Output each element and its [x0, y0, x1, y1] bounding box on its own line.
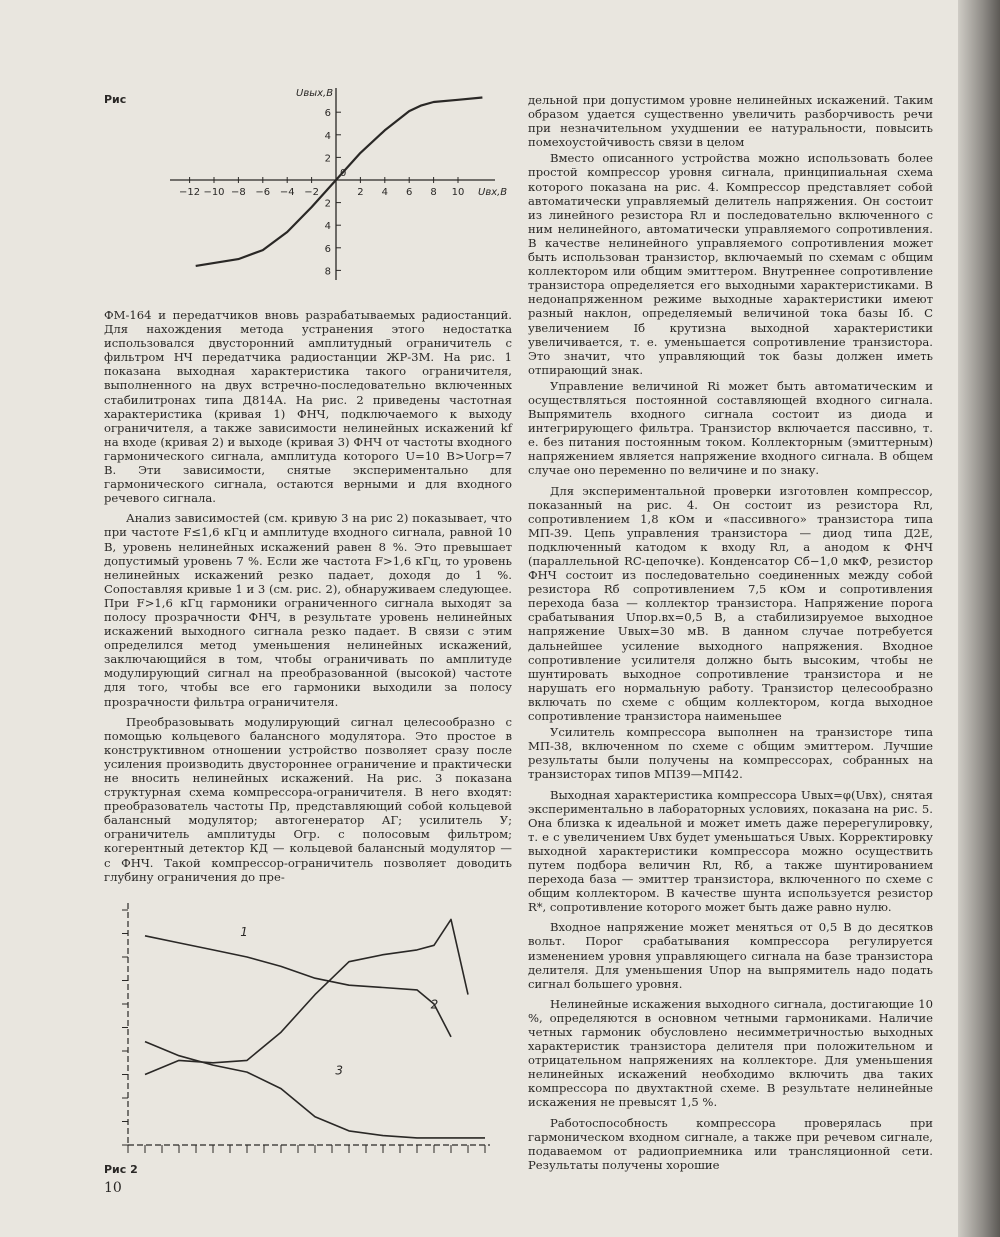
x-tick-label: −2 [304, 187, 319, 198]
y-axis-label: Uвых,В [296, 88, 334, 99]
y-tick-label: 6 [324, 108, 331, 120]
x-tick-label: 2 [357, 187, 364, 198]
x-tick-label: 8 [430, 187, 437, 198]
right-paragraph-8: Нелинейные искажения выходного сигнала, достигающие 10 %, определяются в основном четными гармониками. Наличие четных гармоник обусловлено несимметричностью выходных характеристик транзистора делителя при положительном и отрицательном напряжениях на коллекторе. Для уменьшения нелинейных искажений необходимо включить два таких компрессора по двухтактной схеме. В результате нелинейные искажения не превысят 1,5 %. [528, 996, 933, 1110]
right-column [528, 93, 933, 1174]
curve-2 [145, 919, 468, 1074]
right-paragraph-7: Входное напряжение может меняться от 0,5 В до десятков вольт. Порог срабатывания компрессора регулируется изменением уровня управляющего сигнала на базе транзистора делителя. Для уменьшения Uпор на выпрямитель надо подать сигнал большего уровня. [528, 920, 933, 991]
right-paragraph-1: дельной при допустимом уровне нелинейных искажений. Таким образом удается существенно увеличить разборчивость речи при незначительном ухудшении ее натуральности, повысить помехоустойчивость связи в целом [528, 93, 933, 150]
curve-3 [145, 1042, 485, 1138]
right-paragraph-3: Управление величиной Ri может быть автоматическим и осуществляться постоянной составляющей входного сигнала. Выпрямитель входного сигнала состоит из диода и интегрирующего фильтра. Транзистор включается пассивно, т. е. без питания постоянным током. Коллекторным (эмиттерным) напряжением является напряжение входного сигнала. В общем случае оно переменно по величине и по знаку. [528, 378, 933, 478]
page-number: 10 [104, 1180, 122, 1196]
right-paragraph-2: Вместо описанного устройства можно использовать более простой компрессор уровня сигнала, принципиальная схема которого показана на рис. 4. Компрессор представляет собой автоматически управляемый делитель напряжения. Он состоит из линейного резистора Rл и последовательно включенного с ним нелинейного, автоматически управляемого сопротивления. В качестве нелинейного управляемого сопротивления может быть использован транзистор, включаемый по схемам с общим коллектором или общим эмиттером. Внутреннее сопротивление транзистора определяется его выходными характеристиками. В недонапряженном режиме выходные характеристики имеют разный наклон, определяемый величиной тока базы Iб. С увеличением Iб крутизна выходной характеристики увеличивается, т. е. уменьшается сопротивление транзистора. Это значит, что управляющий ток базы должен иметь отпирающий знак. [528, 151, 933, 377]
x-tick-label: 10 [451, 187, 465, 198]
x-tick-label: 4 [381, 187, 388, 198]
left-column [104, 308, 512, 886]
curve-label-2: 2 [430, 997, 439, 1012]
left-paragraph-3: Преобразовывать модулирующий сигнал целесообразно с помощью кольцевого балансного модулятора. Это простое в конструктивном отношении устройство позволяет сразу после усиления производить двустороннее ограничение и практически не вносить нелинейных искажений. На рис. 3 показана структурная схема компрессора-ограничителя. В него входят: преобразователь частоты Пр, представляющий собой кольцевой балансный модулятор; автогенератор АГ; усилитель У; ограничитель амплитуды Огр. с полосовым фильтром; когерентный детектор КД — кольцевой балансный модулятор — с ФНЧ. Такой компрессор-ограничитель позволяет доводить глубину ограничения до пре- [104, 714, 512, 884]
figure2-chart [100, 895, 500, 1165]
left-paragraph-2: Анализ зависимостей (см. кривую 3 на рис 2) показывает, что при частоте F≤1,6 кГц и амплитуде входного сигнала, равной 10 В, уровень нелинейных искажений равен 8 %. Это превышает допустимый уровень 7 %. Если же частота F>1,6 кГц, то уровень нелинейных искажений резко падает, доходя до 1 %. Сопоставляя кривые 1 и 3 (см. рис. 2), обнаруживаем следующее. При F>1,6 кГц гармоники ограниченного сигнала выходят за полосу прозрачности ФНЧ, в результате уровень нелинейных искажений выходного сигнала резко падает. В связи с этим определился метод уменьшения нелинейных искажений, заключающийся в том, чтобы ограничивать по амплитуде модулирующий сигнал на преобразованной (высокой) частоте для того, чтобы все его гармоники выходили за полосу прозрачности фильтра ограничителя. [104, 511, 512, 709]
origin-label: 0 [340, 168, 347, 179]
x-tick-label: 6 [406, 187, 413, 198]
x-tick-label: −10 [203, 187, 225, 198]
x-axis-label: Uвх,В [478, 187, 508, 198]
x-tick-label: −8 [231, 187, 246, 198]
right-paragraph-4: Для экспериментальной проверки изготовлен компрессор, показанный на рис. 4. Он состоит из резистора Rл, сопротивлением 1,8 кОм и «пассивного» транзистора типа МП-39. Цепь управления транзистора — диод типа Д2Е, подключенный катодом к входу Rл, а анодом к ФНЧ (параллельной RC-цепочке). Конденсатор Сб−1,0 мкФ, резистор ФНЧ состоит из последовательно соединенных между собой резистора Rб сопротивлением 7,5 кОм и сопротивления перехода база — коллектор транзистора. Напряжение порога срабатывания Uпор.вх=0,5 В, а стабилизируемое выходное напряжение Uвых=30 мВ. В данном случае потребуется дальнейшее усиление выходного напряжения. Входное сопротивление усилителя должно быть высоким, чтобы не шунтировать выходное сопротивление транзистора и не нарушать его нормальную работу. Транзистор целесообразно включать по схеме с общим коллектором, когда выходное сопротивление транзистора наименьшее [528, 483, 933, 724]
x-tick-label: −4 [279, 187, 295, 198]
right-paragraph-5: Усилитель компрессора выполнен на транзисторе типа МП-38, включенном по схеме с общим эмиттером. Лучшие результаты были получены на компрессорах, собранных на транзисторах типов МП39—МП42. [528, 725, 933, 782]
right-paragraph-6: Выходная характеристика компрессора Uвых=φ(Uвх), снятая экспериментально в лабораторных условиях, показана на рис. 5. Она близка к идеальной и может иметь даже перерегулировку, т. е с увеличением Uвх будет уменьшаться Uвых. Корректировку выходной характеристики компрессора можно осуществить путем подбора величин Rл, Rб, а также шунтированием перехода база — эмиттер транзистора, включенного по схеме с общим коллектором. В качестве шунта используется резистор R*, сопротивление которого может быть даже равно нулю. [528, 787, 933, 915]
figure1-label: Рис [104, 93, 127, 106]
y-tick-label: 4 [324, 130, 331, 142]
y-tick-label: 2 [324, 198, 331, 210]
figure2-label: Рис 2 [104, 1163, 138, 1176]
figure1-chart [160, 80, 520, 290]
x-tick-label: −12 [179, 187, 201, 198]
curve-label-3: 3 [335, 1063, 344, 1078]
left-paragraph-1: ФМ-164 и передатчиков вновь разрабатываемых радиостанций. Для нахождения метода устранения этого недостатка использовался двусторонний амплитудный ограничитель с фильтром НЧ передатчика радиостанции ЖР-3М. На рис. 1 показана выходная характеристика такого ограничителя, выполненного на двух встречно-последовательно включенных стабилитронах типа Д814А. На рис. 2 приведены частотная характеристика (кривая 1) ФНЧ, подключаемого к выходу ограничителя, а также зависимости нелинейных искажений kf на входе (кривая 2) и выходе (кривая 3) ФНЧ от частоты входного гармонического сигнала, амплитуда которого U=10 В>Uогр=7 В. Эти зависимости, снятые экспериментально для гармонического сигнала, остаются верными и для входного речевого сигнала. [104, 308, 512, 506]
x-tick-label: −6 [255, 187, 271, 198]
right-paragraph-9: Работоспособность компрессора проверялась при гармоническом входном сигнале, а также при речевом сигнале, подаваемом от радиоприемника или трансляционной сети. Результаты получены хорошие [528, 1115, 933, 1172]
curve-label-1: 1 [240, 924, 248, 939]
book-spine-shadow [958, 0, 1000, 1237]
y-tick-label: 2 [324, 153, 331, 165]
y-tick-label: 8 [324, 266, 331, 278]
y-tick-label: 6 [324, 243, 331, 255]
y-tick-label: 4 [324, 221, 331, 233]
